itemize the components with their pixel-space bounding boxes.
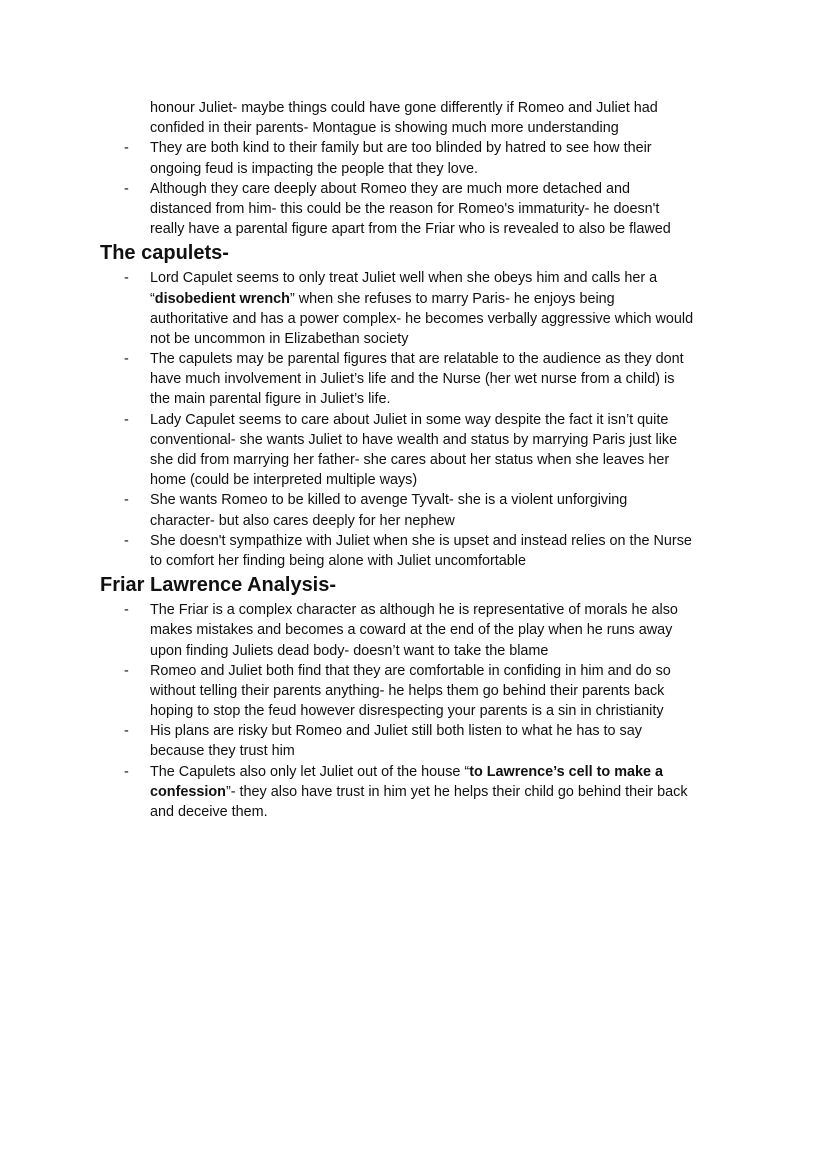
- bullet-dash: -: [124, 492, 129, 509]
- text-line: [0, 641, 828, 661]
- text-segment: to comfort her finding being alone with Juliet uncomfortable: [150, 552, 526, 569]
- text-line: [0, 430, 828, 450]
- text-segment: “: [150, 290, 155, 307]
- text-line: [0, 620, 828, 640]
- text-line: [0, 551, 828, 571]
- text-segment: His plans are risky but Romeo and Juliet still both listen to what he has to say: [150, 723, 642, 740]
- text-line: [0, 289, 828, 309]
- text-line: [0, 199, 828, 219]
- text-segment: Lady Capulet seems to care about Juliet in some way despite the fact it isn’t quite: [150, 411, 669, 428]
- text-segment: ” when she refuses to marry Paris- he enjoys being: [289, 290, 615, 307]
- text-segment: upon finding Juliets dead body- doesn’t want to take the blame: [150, 642, 549, 659]
- text-segment: makes mistakes and becomes a coward at the end of the play when he runs away: [150, 622, 673, 639]
- text-segment: She doesn't sympathize with Juliet when she is upset and instead relies on the Nurse: [150, 532, 692, 549]
- text-line: [0, 762, 828, 782]
- text-segment: honour Juliet- maybe things could have gone differently if Romeo and Juliet had: [150, 100, 658, 116]
- bullet-item: [0, 490, 828, 530]
- bullet-dash: -: [124, 662, 129, 679]
- text-segment: The Capulets also only let Juliet out of the house “: [150, 763, 470, 780]
- text-line: [0, 782, 828, 802]
- text-segment: she did from marrying her father- she cares about her status when she leaves her: [150, 452, 670, 468]
- text-line: [0, 389, 828, 409]
- bullet-dash: -: [124, 602, 129, 619]
- text-line: [0, 490, 828, 510]
- text-segment: home (could be interpreted multiple ways): [150, 472, 418, 489]
- bullet-item: [0, 762, 828, 823]
- text-segment: because they trust him: [150, 743, 295, 760]
- text-line: [0, 98, 828, 118]
- bullet-item: [0, 721, 828, 761]
- text-segment: Lord Capulet seems to only treat Juliet well when she obeys him and calls her a: [150, 270, 658, 287]
- text-line: [0, 219, 828, 239]
- bullet-dash: -: [124, 763, 129, 780]
- document-page: [0, 98, 828, 822]
- text-segment: ”- they also have trust in him yet he helps their child go behind their back: [225, 783, 688, 800]
- bullet-item: [0, 349, 828, 410]
- bullet-dash: -: [124, 723, 129, 740]
- text-line: [0, 329, 828, 349]
- text-line: [0, 179, 828, 199]
- text-line: [0, 138, 828, 158]
- bold-quote: disobedient wrench: [154, 290, 290, 307]
- text-line: [0, 721, 828, 741]
- text-segment: hoping to stop the feud however disrespecting your parents is a sin in christianity: [150, 703, 664, 720]
- section: [0, 571, 828, 822]
- text-segment: confided in their parents- Montague is showing much more understanding: [150, 120, 619, 137]
- section: [0, 239, 828, 571]
- text-segment: She wants Romeo to be killed to avenge Tyvalt- she is a violent unforgiving: [150, 492, 628, 509]
- text-segment: conventional- she wants Juliet to have wealth and status by marrying Paris just like: [150, 431, 678, 448]
- text-line: [0, 681, 828, 701]
- bullet-dash: -: [124, 532, 129, 549]
- text-segment: authoritative and has a power complex- he becomes verbally aggressive which would: [150, 310, 694, 327]
- text-segment: and deceive them.: [150, 804, 268, 820]
- text-line: [0, 268, 828, 288]
- section-heading: Friar Lawrence Analysis-: [100, 574, 337, 597]
- bullet-dash: -: [124, 351, 129, 368]
- text-segment: Although they care deeply about Romeo they are much more detached and: [150, 180, 630, 197]
- bullet-dash: -: [124, 270, 129, 287]
- text-segment: without telling their parents anything- he helps them go behind their parents back: [150, 682, 665, 699]
- text-segment: Romeo and Juliet both find that they are comfortable in confiding in him and do so: [150, 662, 671, 679]
- text-segment: ongoing feud is impacting the people that they love.: [150, 160, 479, 177]
- bullet-dash: -: [124, 411, 129, 428]
- section: [0, 98, 828, 239]
- bullet-dash: -: [124, 140, 129, 157]
- text-line: [0, 511, 828, 531]
- bullet-item: [0, 179, 828, 240]
- text-line: [0, 802, 828, 822]
- text-line: [0, 349, 828, 369]
- text-segment: The capulets may be parental figures that are relatable to the audience as they dont: [150, 351, 684, 368]
- bullet-item: [0, 531, 828, 571]
- text-segment: really have a parental figure apart from the Friar who is revealed to also be flawed: [150, 221, 671, 238]
- text-line: [0, 159, 828, 179]
- text-line: [0, 410, 828, 430]
- text-line: [0, 741, 828, 761]
- bullet-item: [0, 268, 828, 349]
- text-segment: character- but also cares deeply for her nephew: [150, 512, 455, 529]
- text-segment: distanced from him- this could be the reason for Romeo's immaturity- he doesn't: [150, 200, 660, 217]
- text-line: [0, 309, 828, 329]
- text-line: [0, 118, 828, 138]
- bold-quote: confession: [150, 783, 226, 800]
- bullet-dash: -: [124, 180, 129, 197]
- bullet-item: [0, 410, 828, 491]
- text-line: [0, 531, 828, 551]
- text-line: [0, 661, 828, 681]
- bullet-item: [0, 600, 828, 661]
- bullet-item: [0, 138, 828, 178]
- text-segment: They are both kind to their family but are too blinded by hatred to see how their: [150, 140, 652, 157]
- bullet-item: [0, 98, 828, 138]
- text-segment: have much involvement in Juliet’s life and the Nurse (her wet nurse from a child) is: [150, 371, 675, 388]
- text-line: [0, 470, 828, 490]
- text-segment: the main parental figure in Juliet’s life.: [150, 391, 391, 408]
- text-line: [0, 600, 828, 620]
- text-line: [0, 701, 828, 721]
- bullet-item: [0, 661, 828, 722]
- bold-quote: to Lawrence’s cell to make a: [469, 763, 664, 780]
- text-line: [0, 450, 828, 470]
- text-segment: The Friar is a complex character as although he is representative of morals he also: [150, 602, 678, 619]
- text-segment: not be uncommon in Elizabethan society: [150, 330, 409, 347]
- section-heading: The capulets-: [100, 242, 229, 265]
- text-line: [0, 369, 828, 389]
